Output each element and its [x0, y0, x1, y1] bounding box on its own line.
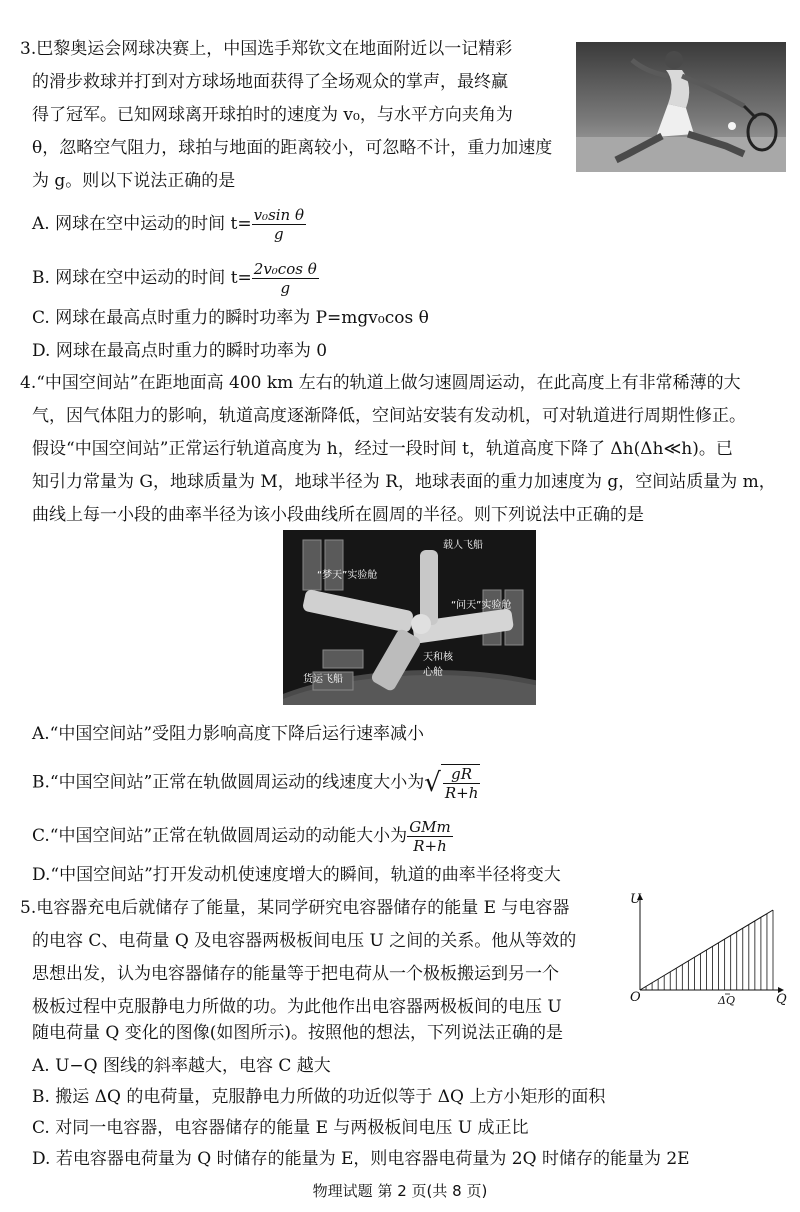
q3-option-b	[32, 260, 319, 297]
q3-option-b-fraction	[252, 260, 319, 297]
label-mengtian: “梦天”实验舱	[317, 570, 378, 581]
q4-option-c-denominator: R+h	[413, 837, 447, 855]
label-tianhe: 天和核心舱	[423, 652, 453, 678]
q5-option-d: D. 若电容器电荷量为 Q 时储存的能量为 E，则电容器电荷量为 2Q 时储存的能量为 2E	[32, 1149, 690, 1169]
q4-option-b-denominator: R+h	[444, 784, 479, 802]
tennis-player-image	[576, 42, 786, 172]
q3-option-a-denominator: g	[274, 225, 284, 243]
q4-option-c-fraction	[407, 818, 453, 855]
q3-option-b-text: B. 网球在空中运动的时间 t=	[32, 268, 252, 288]
u-q-graph-svg	[628, 890, 788, 1015]
q3-option-b-numerator: 2v₀cos θ	[253, 260, 317, 278]
tennis-player-photo	[576, 42, 786, 172]
q4-option-c-numerator: GMm	[409, 818, 451, 836]
q4-option-d: D.“中国空间站”打开发动机使速度增大的瞬间，轨道的曲率半径将变大	[32, 865, 561, 885]
label-wentian: “问天”实验舱	[451, 600, 512, 611]
graph-x-label: Q	[776, 992, 787, 1007]
q4-line-4: 知引力常量为 G，地球质量为 M，地球半径为 R，地球表面的重力加速度为 g，空间站质量为 m，	[32, 472, 776, 492]
q3-option-a-text: A. 网球在空中运动的时间 t=	[32, 214, 252, 234]
q4-option-b-fraction	[443, 765, 481, 802]
q5-line-2: 的电容 C、电荷量 Q 及电容器两极板间电压 U 之间的关系。他从等效的	[32, 931, 577, 951]
q5-option-b: B. 搬运 ΔQ 的电荷量，克服静电力所做的功近似等于 ΔQ 上方小矩形的面积	[32, 1087, 606, 1107]
q3-option-a	[32, 206, 306, 243]
q5-option-a: A. U−Q 图线的斜率越大，电容 C 越大	[32, 1056, 331, 1076]
q4-option-a: A.“中国空间站”受阻力影响高度下降后运行速率减小	[32, 724, 425, 744]
label-manned-spacecraft: 载人飞船	[443, 540, 483, 551]
q4-line-3: 假设“中国空间站”正常运行轨道高度为 h，经过一段时间 t，轨道高度下降了 Δh(Δh≪h)。已	[32, 439, 733, 459]
q4-option-b-sqrt	[441, 764, 481, 802]
q4-line-1: 4.“中国空间站”在距地面高 400 km 左右的轨道上做匀速圆周运动，在此高度上有非常稀薄的大	[20, 373, 741, 393]
q5-line-5: 随电荷量 Q 变化的图像(如图所示)。按照他的想法，下列说法正确的是	[32, 1023, 564, 1043]
q3-line-5: 为 g。则以下说法正确的是	[32, 171, 236, 191]
q4-option-b-numerator: gR	[443, 765, 481, 784]
page-footer: 物理试题 第 2 页(共 8 页)	[312, 1182, 488, 1200]
q4-option-c-text: C.“中国空间站”正常在轨做圆周运动的动能大小为	[32, 826, 408, 846]
q3-option-a-numerator: v₀sin θ	[253, 206, 305, 224]
q3-option-c: C. 网球在最高点时重力的瞬时功率为 P=mgv₀cos θ	[32, 308, 429, 328]
q4-option-c	[32, 818, 453, 855]
q3-option-d: D. 网球在最高点时重力的瞬时功率为 0	[32, 341, 328, 361]
q4-option-b-text: B.“中国空间站”正常在轨做圆周运动的线速度大小为	[32, 772, 425, 793]
q3-line-4: θ，忽略空气阻力，球拍与地面的距离较小，可忽略不计，重力加速度	[32, 138, 553, 158]
q5-line-1: 5.电容器充电后就储存了能量，某同学研究电容器储存的能量 E 与电容器	[20, 898, 570, 918]
q3-line-3: 得了冠军。已知网球离开球拍时的速度为 v₀，与水平方向夹角为	[32, 105, 513, 125]
q4-option-b	[32, 764, 480, 802]
q5-line-3: 思想出发，认为电容器储存的能量等于把电荷从一个极板搬运到另一个	[32, 964, 559, 984]
q5-option-c: C. 对同一电容器，电容器储存的能量 E 与两极板间电压 U 成正比	[32, 1118, 529, 1138]
graph-origin-label: O	[630, 990, 641, 1005]
label-cargo-spacecraft: 货运飞船	[303, 674, 343, 685]
q4-line-2: 气，因气体阻力的影响，轨道高度逐渐降低，空间站安装有发动机，可对轨道进行周期性修正。	[32, 406, 746, 426]
q5-line-4: 极板过程中克服静电力所做的功。为此他作出电容器两极板间的电压 U	[32, 997, 562, 1017]
q4-line-5: 曲线上每一小段的曲率半径为该小段曲线所在圆周的半径。则下列说法中正确的是	[32, 505, 644, 525]
q3-option-a-fraction	[252, 206, 306, 243]
u-q-graph	[628, 890, 788, 1015]
graph-y-label: U	[630, 892, 641, 907]
graph-delta-q-label: ΔQ	[718, 994, 735, 1007]
q3-line-1: 3.巴黎奥运会网球决赛上，中国选手郑钦文在地面附近以一记精彩	[20, 39, 513, 59]
sqrt-symbol: √	[424, 768, 441, 798]
space-station-image	[283, 530, 536, 705]
q3-line-2: 的滑步救球并打到对方球场地面获得了全场观众的掌声，最终赢	[32, 72, 508, 92]
q3-option-b-denominator: g	[280, 279, 291, 297]
